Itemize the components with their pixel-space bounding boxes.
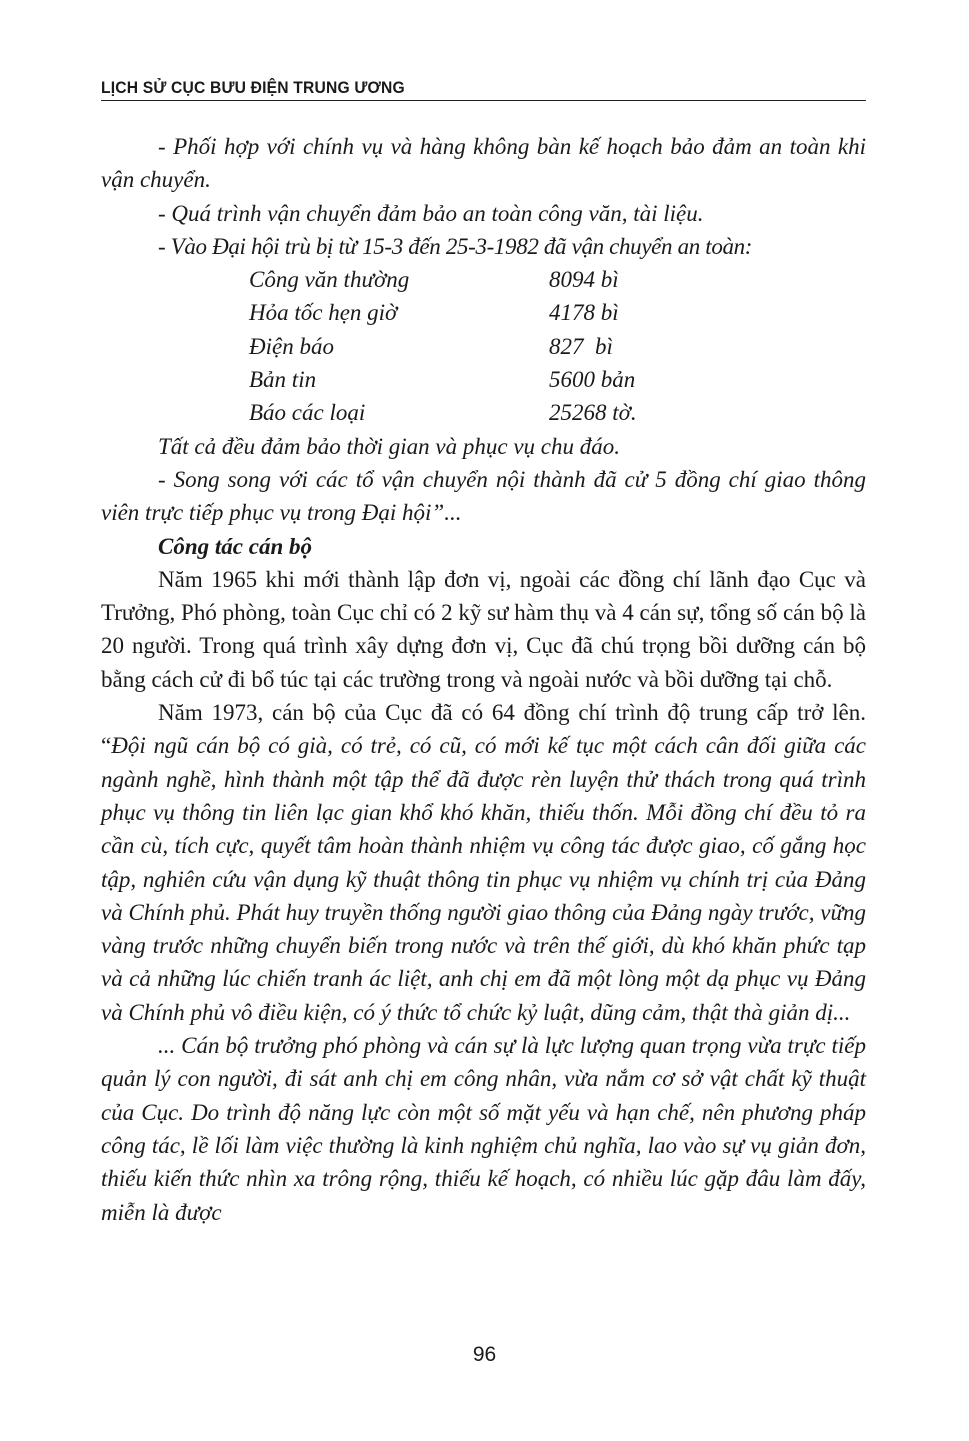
row-label: Báo các loại	[249, 400, 366, 426]
transport-table	[101, 263, 866, 429]
row-label: Bản tin	[249, 367, 317, 393]
paragraph-intro: Năm 1973, cán bộ của Cục đã có 64 đồng chí trình độ trung cấp trở lên. “	[101, 700, 866, 759]
row-value: 8094 bì	[549, 267, 619, 293]
section-heading: Công tác cán bộ	[158, 533, 312, 559]
running-header	[101, 78, 866, 101]
body-paragraph	[101, 696, 866, 1029]
row-label: Công văn thường	[249, 267, 410, 293]
row-value: 827 bì	[549, 333, 613, 359]
quoted-text: Đội ngũ cán bộ có già, có trẻ, có cũ, có mới kế tục một cách cân đối giữa các ngành nghề, hình thành một tập thể đã được rèn luyện thử thách trong quá trình phục vụ thông tin liên lạc gian khổ khó khăn, thiếu thốn. Mỗi đồng chí đều tỏ ra cần cù, tích cực, quyết tâm hoàn thành nhiệm vụ công tác được giao, cố gắng học tập, nghiên cứu vận dụng kỹ thuật thông tin phục vụ nhiệm vụ chính trị của Đảng và Chính phủ. Phát huy truyền thống người giao thông của Đảng ngày trước, vững vàng trước những chuyển biến trong nước và trên thế giới, dù khó khăn phức tạp và cả những lúc chiến tranh ác liệt, anh chị em đã một lòng một dạ phục vụ Đảng và Chính phủ vô điều kiện, có ý thức tổ chức kỷ luật, dũng cảm, thật thà giản dị...	[101, 733, 866, 1025]
bullet-paragraph: - Phối hợp với chính vụ và hàng không bàn kế hoạch bảo đảm an toàn khi vận chuyển.	[101, 134, 866, 193]
row-value: 4178 bì	[549, 300, 619, 326]
row-label: Hỏa tốc hẹn giờ	[249, 300, 398, 326]
body-paragraph: ... Cán bộ trưởng phó phòng và cán sự là lực lượng quan trọng vừa trực tiếp quản lý con người, đi sát anh chị em công nhân, vừa nắm cơ sở vật chất kỹ thuật của Cục. Do trình độ năng lực còn một số mặt yếu và hạn chế, nên phương pháp công tác, lề lối làm việc thường là kinh nghiệm chủ nghĩa, lao vào sự vụ giản đơn, thiếu kiến thức nhìn xa trông rộng, thiếu kế hoạch, có nhiều lúc gặp đâu làm đấy, miễn là được	[101, 1033, 866, 1225]
table-row	[101, 296, 866, 329]
table-row	[101, 330, 866, 363]
summary-line: Tất cả đều đảm bảo thời gian và phục vụ chu đáo.	[158, 433, 620, 459]
bullet-paragraph: - Song song với các tổ vận chuyển nội thành đã cử 5 đồng chí giao thông viên trực tiếp phục vụ trong Đại hội”...	[101, 466, 866, 526]
row-value: 25268 tờ.	[549, 400, 637, 426]
body-paragraph: Năm 1965 khi mới thành lập đơn vị, ngoài các đồng chí lãnh đạo Cục và Trưởng, Phó phòng, toàn Cục chỉ có 2 kỹ sư hàm thụ và 4 cán sự, tổng số cán bộ là 20 người. Trong quá trình xây dựng đơn vị, Cục đã chú trọng bồi dưỡng cán bộ bằng cách cử đi bổ túc tại các trường trong và ngoài nước và bồi dưỡng tại chỗ.	[101, 566, 866, 692]
bullet-paragraph: - Quá trình vận chuyển đảm bảo an toàn công văn, tài liệu.	[158, 200, 704, 226]
table-row	[101, 363, 866, 396]
page-body	[101, 130, 866, 1229]
row-label: Điện báo	[249, 333, 334, 359]
table-row	[101, 396, 866, 429]
bullet-paragraph: - Vào Đại hội trù bị từ 15-3 đến 25-3-1982 đã vận chuyển an toàn:	[158, 233, 753, 259]
row-value: 5600 bản	[549, 367, 636, 393]
header-title: LỊCH SỬ CỤC BƯU ĐIỆN TRUNG ƯƠNG	[101, 78, 405, 97]
page-number: 96	[472, 1343, 497, 1366]
table-row	[101, 263, 866, 296]
